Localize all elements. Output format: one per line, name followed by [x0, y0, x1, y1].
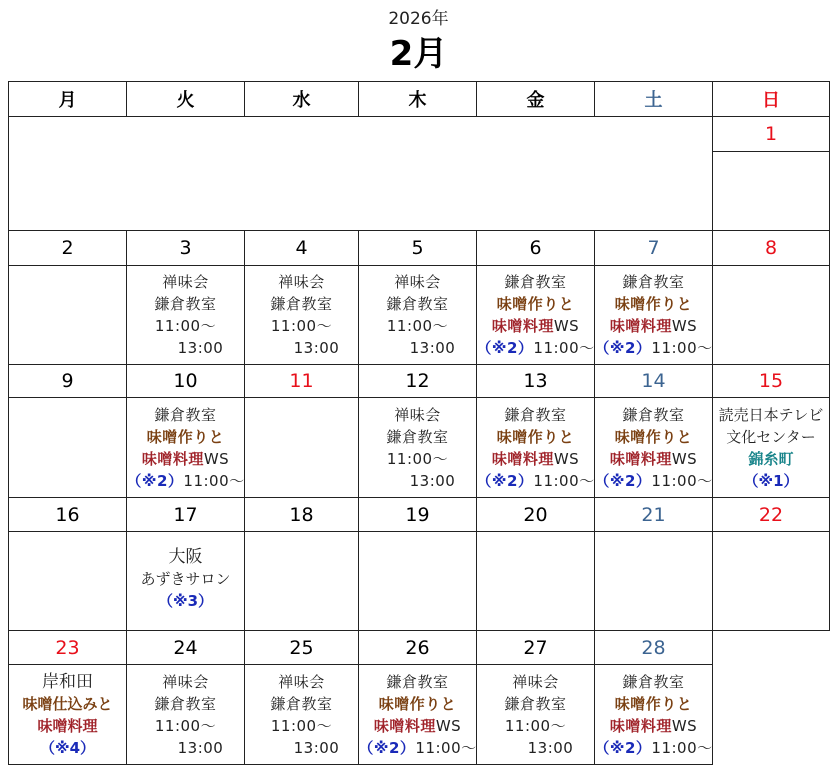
event-miso-making: 味噌作りと — [496, 427, 575, 446]
date-14: 14 — [594, 364, 713, 398]
day-15-cell — [712, 397, 830, 498]
day-14-cell — [594, 397, 713, 498]
event-time-end: 13:00 — [293, 339, 340, 357]
date-23: 23 — [8, 630, 127, 665]
note-2: （※2） — [594, 738, 652, 757]
ws-label: WS — [671, 317, 698, 335]
day-1-cell — [712, 151, 830, 231]
day-19-cell — [358, 531, 477, 631]
event-note-time — [594, 337, 712, 359]
note-2: （※2） — [358, 738, 416, 757]
event-time-end: 13:00 — [293, 738, 340, 757]
event-location: 鎌倉教室 — [386, 427, 449, 446]
event-time-start: 11:00～ — [651, 339, 713, 357]
date-9: 9 — [8, 364, 127, 398]
ws-label: WS — [671, 716, 698, 735]
date-6: 6 — [476, 230, 595, 266]
date-13: 13 — [476, 364, 595, 398]
event-workshop — [610, 715, 697, 737]
day-20-cell — [476, 531, 595, 631]
date-24: 24 — [126, 630, 245, 665]
day-13-cell — [476, 397, 595, 498]
date-17: 17 — [126, 497, 245, 532]
event-venue: 読売日本テレビ — [718, 405, 824, 424]
date-27: 27 — [476, 630, 595, 665]
event-time-end: 13:00 — [177, 738, 224, 757]
event-time-start: 11:00～ — [386, 317, 449, 335]
date-18: 18 — [244, 497, 359, 532]
note-2: （※2） — [594, 471, 652, 490]
day-28-cell — [594, 664, 713, 765]
day-27-cell — [476, 664, 595, 765]
event-miso-making: 味噌作りと — [378, 694, 457, 713]
date-10: 10 — [126, 364, 245, 398]
event-miso-cooking: 味噌料理 — [609, 716, 672, 735]
event-time-end: 13:00 — [409, 471, 456, 490]
event-location: 鎌倉教室 — [154, 405, 217, 424]
event-location: 鎌倉教室 — [504, 694, 567, 713]
event-time-start: 11:00～ — [386, 449, 449, 468]
event-miso-cooking: 味噌料理 — [609, 317, 672, 335]
event-location: 鎌倉教室 — [622, 273, 685, 291]
day-25-cell — [244, 664, 359, 765]
date-4: 4 — [244, 230, 359, 266]
event-workshop — [610, 448, 697, 470]
day-3-cell — [126, 265, 245, 365]
event-workshop — [142, 448, 229, 470]
event-note-time — [594, 470, 712, 492]
date-11: 11 — [244, 364, 359, 398]
event-location: 鎌倉教室 — [386, 672, 449, 691]
event-miso-cooking: 味噌料理 — [37, 716, 98, 735]
date-20: 20 — [476, 497, 595, 532]
event-location: 鎌倉教室 — [622, 405, 685, 424]
event-miso-prep: 味噌仕込みと — [22, 694, 113, 713]
event-title: 禅味会 — [394, 405, 441, 424]
weekday-sun: 日 — [712, 81, 830, 117]
event-note-time — [358, 737, 476, 759]
event-workshop — [374, 715, 461, 737]
event-time-end: 13:00 — [177, 339, 224, 357]
note-4: （※4） — [39, 738, 96, 757]
event-title: 禅味会 — [394, 273, 441, 291]
day-24-cell — [126, 664, 245, 765]
note-2: （※2） — [476, 339, 534, 357]
event-title: 禅味会 — [162, 273, 209, 291]
event-location: 錦糸町 — [748, 449, 794, 468]
event-location: 鎌倉教室 — [504, 405, 567, 424]
event-city: 大阪 — [168, 547, 203, 567]
day-21-cell — [594, 531, 713, 631]
event-venue: あずきサロン — [140, 570, 231, 588]
event-location: 鎌倉教室 — [270, 295, 333, 313]
event-workshop — [492, 448, 579, 470]
weekday-sat: 土 — [594, 81, 713, 117]
date-26: 26 — [358, 630, 477, 665]
note-2: （※2） — [126, 471, 184, 490]
event-location: 鎌倉教室 — [270, 694, 333, 713]
event-time-start: 11:00～ — [270, 716, 333, 735]
day-11-cell — [244, 397, 359, 498]
event-time-start: 11:00～ — [154, 716, 217, 735]
event-title: 禅味会 — [162, 672, 209, 691]
event-workshop — [492, 315, 579, 337]
event-time-start: 11:00～ — [154, 317, 217, 335]
day-5-cell — [358, 265, 477, 365]
event-location: 鎌倉教室 — [622, 672, 685, 691]
event-location: 鎌倉教室 — [386, 295, 449, 313]
day-22-cell — [712, 531, 830, 631]
event-miso-cooking: 味噌料理 — [609, 449, 672, 468]
note-2: （※2） — [594, 339, 652, 357]
note-1: （※1） — [743, 471, 799, 490]
date-12: 12 — [358, 364, 477, 398]
event-note-time — [594, 737, 712, 759]
day-7-cell — [594, 265, 713, 365]
date-21: 21 — [594, 497, 713, 532]
weekday-wed: 水 — [244, 81, 359, 117]
event-miso-cooking: 味噌料理 — [491, 317, 554, 335]
event-miso-making: 味噌作りと — [496, 295, 575, 313]
ws-label: WS — [553, 449, 580, 468]
day-4-cell — [244, 265, 359, 365]
event-note-time — [476, 337, 594, 359]
ws-label: WS — [203, 449, 230, 468]
day-10-cell — [126, 397, 245, 498]
empty-block — [8, 116, 713, 231]
day-23-cell — [8, 664, 127, 765]
date-3: 3 — [126, 230, 245, 266]
ws-label: WS — [671, 449, 698, 468]
event-note-time — [476, 470, 594, 492]
event-time-start: 11:00～ — [651, 471, 713, 490]
date-1: 1 — [712, 116, 830, 152]
note-2: （※2） — [476, 471, 534, 490]
event-time-start: 11:00～ — [533, 339, 595, 357]
month-title: 2月 — [389, 34, 448, 74]
weekday-fri: 金 — [476, 81, 595, 117]
event-workshop — [610, 315, 697, 337]
event-time-start: 11:00～ — [533, 471, 595, 490]
event-location: 鎌倉教室 — [154, 694, 217, 713]
date-5: 5 — [358, 230, 477, 266]
day-18-cell — [244, 531, 359, 631]
event-time-end: 13:00 — [409, 339, 456, 357]
day-9-cell — [8, 397, 127, 498]
ws-label: WS — [435, 716, 462, 735]
date-8: 8 — [712, 230, 830, 266]
date-25: 25 — [244, 630, 359, 665]
date-15: 15 — [712, 364, 830, 398]
day-12-cell — [358, 397, 477, 498]
date-19: 19 — [358, 497, 477, 532]
weekday-mon: 月 — [8, 81, 127, 117]
day-26-cell — [358, 664, 477, 765]
event-miso-making: 味噌作りと — [614, 427, 693, 446]
event-miso-cooking: 味噌料理 — [373, 716, 436, 735]
ws-label: WS — [553, 317, 580, 335]
date-7: 7 — [594, 230, 713, 266]
event-location: 鎌倉教室 — [154, 295, 217, 313]
day-2-cell — [8, 265, 127, 365]
day-8-cell — [712, 265, 830, 365]
event-time-start: 11:00～ — [651, 738, 713, 757]
date-16: 16 — [8, 497, 127, 532]
event-miso-making: 味噌作りと — [614, 295, 693, 313]
event-miso-making: 味噌作りと — [614, 694, 693, 713]
weekday-tue: 火 — [126, 81, 245, 117]
event-city: 岸和田 — [42, 671, 93, 692]
event-time-end: 13:00 — [527, 738, 574, 757]
event-time-start: 11:00～ — [415, 738, 477, 757]
year-label: 2026年 — [388, 9, 449, 29]
event-miso-making: 味噌作りと — [146, 427, 225, 446]
event-miso-cooking: 味噌料理 — [141, 449, 204, 468]
event-time-start: 11:00～ — [183, 471, 245, 490]
event-title: 禅味会 — [512, 672, 559, 691]
event-location: 鎌倉教室 — [504, 273, 567, 291]
event-title: 禅味会 — [278, 273, 325, 291]
event-time-start: 11:00～ — [504, 716, 567, 735]
event-miso-cooking: 味噌料理 — [491, 449, 554, 468]
event-title: 禅味会 — [278, 672, 325, 691]
day-16-cell — [8, 531, 127, 631]
event-venue-sub: 文化センター — [726, 427, 816, 446]
date-22: 22 — [712, 497, 830, 532]
date-2: 2 — [8, 230, 127, 266]
event-time-start: 11:00～ — [270, 317, 333, 335]
weekday-thu: 木 — [358, 81, 477, 117]
event-note-time — [126, 470, 244, 492]
day-6-cell — [476, 265, 595, 365]
note-3: （※3） — [157, 592, 214, 610]
day-17-cell — [126, 531, 245, 631]
date-28: 28 — [594, 630, 713, 665]
